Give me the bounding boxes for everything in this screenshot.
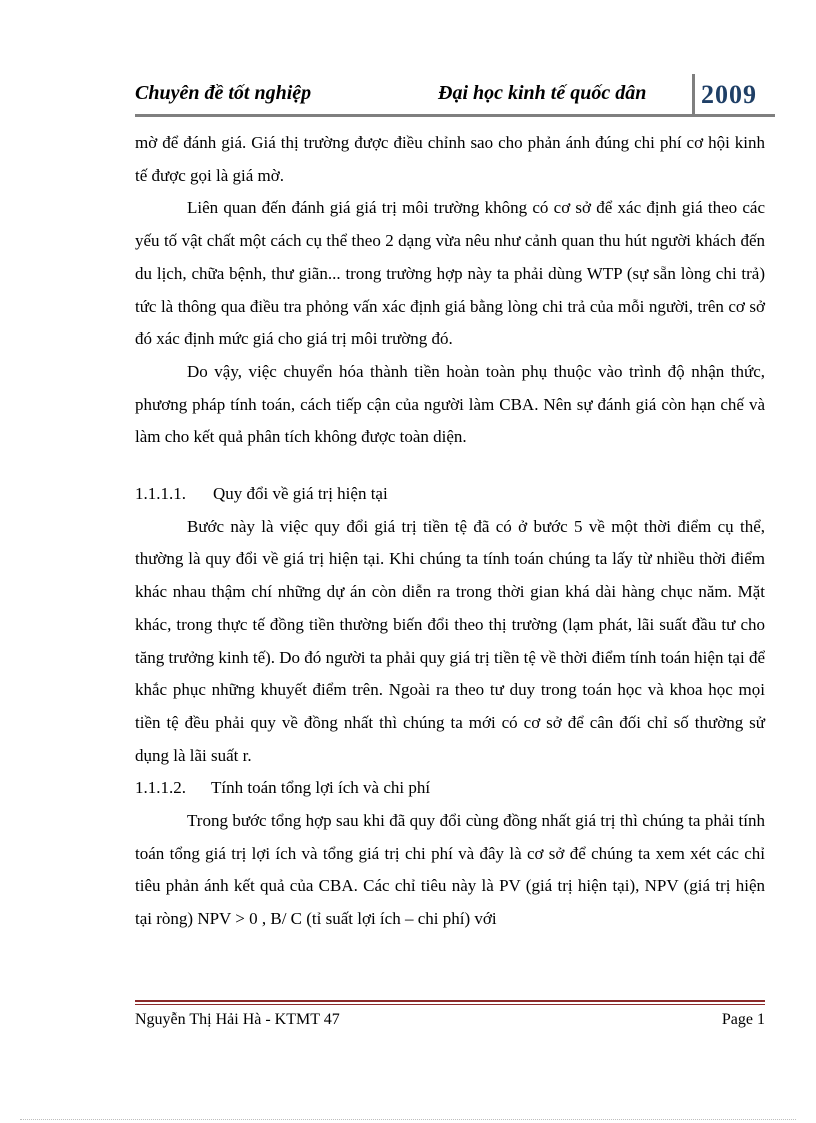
footer-rule-thin <box>135 1004 765 1005</box>
page-header <box>135 72 775 122</box>
header-rule <box>135 114 775 117</box>
section-heading-2 <box>135 772 765 805</box>
paragraph-5: Trong bước tổng hợp sau khi đã quy đổi cùng đồng nhất giá trị thì chúng ta phải tính toán tổng giá trị lợi ích và tổng giá trị chi phí và đây là cơ sở để chúng ta xem xét các chỉ tiêu phản ánh kết quả của CBA. Các chỉ tiêu này là PV (giá trị hiện tại), NPV (giá trị hiện tại ròng) NPV > 0 , B/ C (tỉ suất lợi ích – chi phí) với <box>135 811 765 929</box>
footer-page-number: Page 1 <box>721 1011 765 1028</box>
header-year: 2009 <box>701 80 757 109</box>
section-title: Quy đổi về giá trị hiện tại <box>213 484 388 504</box>
paragraph-3: Do vậy, việc chuyển hóa thành tiền hoàn toàn phụ thuộc vào trình độ nhận thức, phương pháp tính toán, cách tiếp cận của người làm CBA. Nên sự đánh giá còn hạn chế và làm cho kết quả phân tích không được toàn diện. <box>135 361 765 447</box>
paragraph-4: Bước này là việc quy đổi giá trị tiền tệ đã có ở bước 5 về một thời điểm cụ thể, thường là quy đổi về giá trị hiện tại. Khi chúng ta tính toán chúng ta lấy từ nhiều thời điểm khác nhau thậm chí những dự án còn diễn ra trong thời gian khá dài hàng chục năm. Mặt khác, trong thực tế đồng tiền thường biến đổi theo thị trường (lạm phát, lãi suất đầu tư cho tăng trưởng kinh tế). Do đó người ta phải quy giá trị tiền tệ về thời điểm tính toán hiện tại để khắc phục những khuyết điểm trên. Ngoài ra theo tư duy trong toán học và khoa học mọi tiền tệ đều phải quy về đồng nhất thì chúng ta mới có cơ sở để cân đối chỉ số thường sử dụng là lãi suất r. <box>135 516 765 765</box>
header-thesis-title: Chuyên đề tốt nghiệp <box>135 82 312 104</box>
header-divider <box>692 74 695 114</box>
section-title: Tính toán tổng lợi ích và chi phí <box>211 778 431 798</box>
section-heading-1 <box>135 478 765 511</box>
footer-author: Nguyễn Thị Hải Hà - KTMT 47 <box>135 1011 340 1028</box>
page-body <box>135 127 765 936</box>
page-break-line <box>20 1119 796 1120</box>
footer-rule-thick <box>135 1000 765 1002</box>
paragraph-2: Liên quan đến đánh giá giá trị môi trường không có cơ sở để xác định giá theo các yếu tố vật chất một cách cụ thể theo 2 dạng vừa nêu như cảnh quan thu hút người khách đến du lịch, chữa bệnh, thư giãn... trong trường hợp này ta phải dùng WTP (sự sẵn lòng chi trả) tức là thông qua điều tra phỏng vấn xác định giá bằng lòng chi trả của mỗi người, trên cơ sở đó xác định mức giá cho giá trị môi trường đó. <box>135 198 765 349</box>
header-university: Đại học kinh tế quốc dân <box>438 82 647 104</box>
paragraph-1: mờ để đánh giá. Giá thị trường được điều chỉnh sao cho phản ánh đúng chi phí cơ hội kinh tế được gọi là giá mờ. <box>135 133 765 185</box>
section-number: 1.1.1.2. <box>135 778 186 798</box>
section-number: 1.1.1.1. <box>135 484 186 504</box>
